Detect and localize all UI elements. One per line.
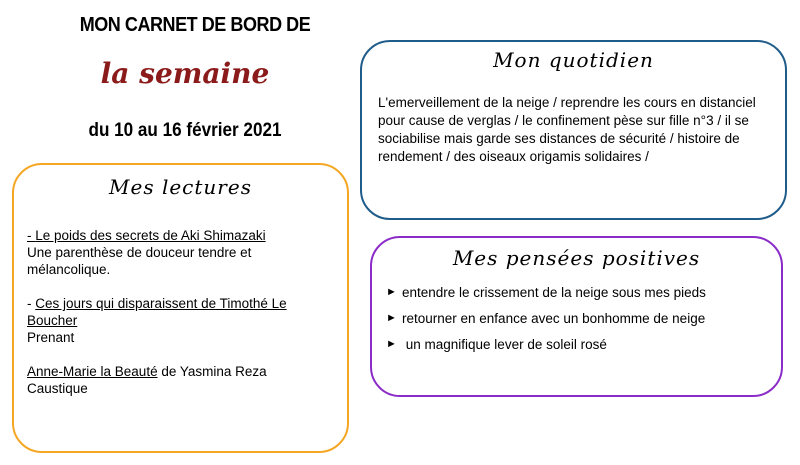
lectures-title: Mes lectures <box>109 175 252 199</box>
page-title: MON CARNET DE BORD DE <box>79 14 311 36</box>
reading-book: - Le poids des secrets de Aki Shimazaki <box>27 228 266 243</box>
reading-comment: Une parenthèse de douceur tendre et mélancolique. <box>27 245 252 277</box>
reading-book: Ces jours qui disparaissent de Timothé Le Boucher <box>27 296 287 328</box>
date-range: du 10 au 16 février 2021 <box>88 120 282 141</box>
positive-thought <box>386 336 776 353</box>
positive-thought <box>386 310 776 327</box>
triangle-bullet-icon: ► <box>386 338 397 350</box>
reading-comment: Prenant <box>27 330 75 345</box>
reading-book: Anne-Marie la Beauté <box>27 364 158 379</box>
page-subtitle: la semaine <box>100 57 270 90</box>
pensees-list <box>386 284 776 362</box>
reading-comment: Caustique <box>27 381 88 396</box>
quotidien-title: Mon quotidien <box>493 48 654 72</box>
reading-item: - Ces jours qui disparaissent de Timothé Le Boucher Prenant <box>27 296 287 345</box>
reading-author: de Yasmina Reza <box>157 364 267 379</box>
lectures-box <box>12 163 349 453</box>
pensees-title: Mes pensées positives <box>452 246 701 270</box>
reading-item <box>27 363 327 397</box>
reading-item <box>27 227 327 278</box>
pensees-box <box>370 236 783 397</box>
positive-thought <box>386 284 776 301</box>
quotidien-box <box>360 40 787 220</box>
positive-thought-text: retourner en enfance avec un bonhomme de neige <box>402 311 706 326</box>
positive-thought-text: entendre le crissement de la neige sous mes pieds <box>402 285 706 300</box>
triangle-bullet-icon: ► <box>386 312 397 324</box>
quotidien-text: L'emerveillement de la neige / reprendre les cours en distanciel pour cause de verglas / le confinement pèse sur fille n°3 / il se sociabilise mais garde ses distances de sécurité / histoire de rendement / des oiseaux origamis solidaires / <box>378 95 756 164</box>
triangle-bullet-icon: ► <box>386 286 397 298</box>
positive-thought-text: un magnifique lever de soleil rosé <box>402 337 607 352</box>
lectures-list <box>27 227 327 397</box>
